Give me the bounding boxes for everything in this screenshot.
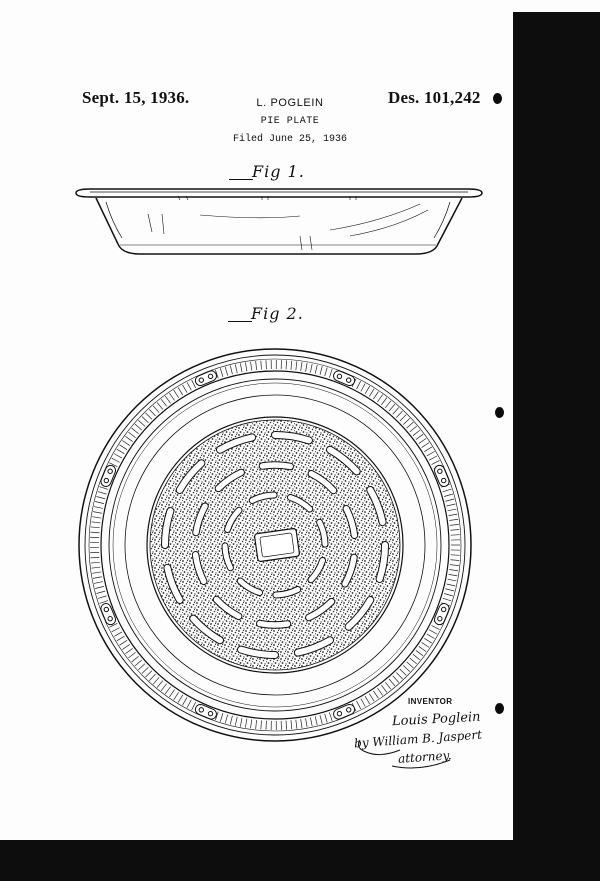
rim-hatch-line <box>256 361 257 370</box>
rim-hatch-line <box>424 447 432 452</box>
rim-hatch-line <box>451 535 460 536</box>
rim-hatch-line <box>122 644 129 649</box>
rim-hatch-line <box>220 368 223 377</box>
rim-hatch-line <box>301 719 302 728</box>
rim-hatch-line <box>369 694 374 702</box>
rim-hatch-line <box>119 445 127 450</box>
rim-hatch-line <box>135 660 142 666</box>
rim-hatch-line <box>142 667 148 673</box>
rim-hatch-line <box>225 715 227 724</box>
rim-hatch-line <box>153 677 159 684</box>
rim-hatch-line <box>427 451 435 456</box>
rim-hatch-line <box>450 524 459 525</box>
rim-hatch-line <box>98 492 107 495</box>
rim-hatch-line <box>396 411 402 418</box>
rim-hatch-line <box>128 432 135 437</box>
rim-hatch-line <box>381 398 386 405</box>
rim-hatch-line <box>315 365 317 374</box>
rim-hatch-line <box>112 628 120 632</box>
rim-hatch-line <box>153 406 159 413</box>
rim-hatch-line <box>447 504 456 506</box>
patent-number: Des. 101,242 <box>388 88 481 107</box>
attorney-signature: by William B. Jaspert <box>353 727 483 751</box>
rim-hatch-line <box>393 676 399 683</box>
rim-hatch-line <box>449 569 458 570</box>
fig1-label: Fig 1. <box>252 162 305 181</box>
rim-hatch-line <box>240 363 242 372</box>
rim-hatch-line <box>357 381 361 389</box>
rim-hatch-line <box>424 638 432 643</box>
rim-hatch-line <box>403 418 410 424</box>
rim-hatch-line <box>220 713 223 722</box>
rim-hatch-line <box>396 672 402 679</box>
rim-hatch-line <box>389 679 395 686</box>
rim-hatch-line <box>183 697 188 705</box>
rim-hatch-line <box>91 522 100 523</box>
rim-hatch-line <box>296 361 297 370</box>
rim-hatch-line <box>291 361 292 370</box>
rim-hatch-line <box>119 640 127 645</box>
rim-hatch-line <box>407 662 414 668</box>
rim-hatch-line <box>365 696 370 704</box>
rim-hatch-line <box>444 594 453 596</box>
rim-hatch-line <box>146 413 152 419</box>
rim-hatch-line <box>92 517 101 518</box>
rim-hatch-line <box>122 440 129 445</box>
rim-hatch-line <box>373 392 378 399</box>
rim-hatch-line <box>448 509 457 511</box>
rim-hatch-line <box>169 393 174 400</box>
rim-hatch-line <box>413 430 420 436</box>
rim-hatch-line <box>256 720 257 729</box>
rim-hatch-line <box>422 443 429 448</box>
rim-hatch-line <box>128 652 135 657</box>
rim-hatch-line <box>230 716 232 725</box>
attorney-title: attorney. <box>397 748 453 766</box>
rim-hatch-line <box>149 674 155 681</box>
rim-hatch-line <box>91 567 100 568</box>
rim-hatch-line <box>450 565 459 566</box>
rim-hatch-line <box>320 366 322 375</box>
rim-hatch-line <box>320 715 322 724</box>
rim-hatch-line <box>96 496 105 498</box>
rim-hatch-line <box>125 648 132 653</box>
rim-hatch-line <box>135 424 142 430</box>
inventor-name: L. POGLEIN <box>256 97 324 109</box>
rim-hatch-line <box>93 512 102 514</box>
rim-hatch-line <box>365 386 370 394</box>
rim-hatch-line <box>146 671 152 677</box>
rim-hatch-line <box>361 384 365 392</box>
rim-hatch-line <box>422 642 429 647</box>
rim-hatch-line <box>291 720 292 729</box>
rim-hatch-line <box>161 399 167 406</box>
rim-hatch-line <box>419 438 426 443</box>
inventor-heading: INVENTOR <box>408 697 453 706</box>
rim-hatch-line <box>286 721 287 730</box>
rim-hatch-line <box>310 364 312 373</box>
fig2-label: Fig 2. <box>251 304 304 323</box>
rim-hatch-line <box>114 454 122 458</box>
rim-hatch-line <box>377 688 382 695</box>
rim-hatch-line <box>443 598 452 601</box>
rim-hatch-line <box>240 718 242 727</box>
rim-hatch-line <box>261 361 262 370</box>
patent-title: PIE PLATE <box>260 116 320 127</box>
rim-hatch-line <box>125 436 132 441</box>
rim-hatch-line <box>429 456 437 460</box>
rim-hatch-line <box>450 530 459 531</box>
rim-hatch-line <box>445 589 454 591</box>
rim-hatch-line <box>178 695 183 703</box>
rim-hatch-line <box>400 415 406 421</box>
rim-hatch-line <box>94 507 103 509</box>
rim-hatch-line <box>403 665 410 671</box>
rim-hatch-line <box>413 654 420 660</box>
rim-hatch-line <box>178 387 183 395</box>
rim-hatch-line <box>187 700 191 708</box>
fig1-side-view <box>76 189 482 254</box>
rim-hatch-line <box>432 625 440 629</box>
rim-hatch-line <box>301 362 302 371</box>
rim-hatch-line <box>416 650 423 655</box>
rim-hatch-line <box>410 658 417 664</box>
rim-hatch-line <box>138 420 145 426</box>
rim-hatch-line <box>432 460 440 464</box>
rim-hatch-line <box>389 404 395 411</box>
rim-hatch-line <box>99 487 108 490</box>
rim-hatch-line <box>174 390 179 398</box>
center-plaque <box>254 528 299 562</box>
rim-hatch-line <box>445 499 454 501</box>
rim-hatch-line <box>427 634 435 639</box>
rim-hatch-line <box>138 664 145 670</box>
rim-hatch-line <box>385 682 391 689</box>
rim-hatch-line <box>449 519 458 520</box>
rim-hatch-line <box>132 428 139 434</box>
rim-hatch-line <box>296 720 297 729</box>
rim-hatch-line <box>325 368 328 377</box>
rim-hatch-line <box>310 717 312 726</box>
rim-hatch-line <box>235 717 237 726</box>
rim-hatch-line <box>251 719 252 728</box>
rim-hatch-line <box>99 601 108 604</box>
rim-hatch-line <box>174 692 179 700</box>
rim-hatch-line <box>225 367 227 376</box>
rim-hatch-line <box>157 402 163 409</box>
rim-hatch-line <box>361 699 365 707</box>
rim-hatch-line <box>251 362 252 371</box>
rim-hatch-line <box>93 577 102 579</box>
filed-date: Filed June 25, 1936 <box>232 134 348 145</box>
rim-hatch-line <box>407 422 414 428</box>
rim-hatch-line <box>95 586 104 588</box>
rib-arc <box>262 465 290 466</box>
rim-hatch-line <box>245 719 246 728</box>
rim-hatch-line <box>325 714 328 723</box>
rim-hatch-line <box>447 584 456 586</box>
rim-hatch-line <box>169 690 174 697</box>
rib-arc <box>260 624 288 625</box>
rim-hatch-line <box>149 409 155 416</box>
rim-hatch-line <box>315 716 317 725</box>
rim-hatch-line <box>451 555 460 556</box>
rim-hatch-line <box>419 646 426 651</box>
rim-hatch-line <box>357 701 361 709</box>
rim-hatch-line <box>187 382 191 390</box>
rim-hatch-line <box>448 579 457 581</box>
rim-hatch-line <box>157 681 163 688</box>
rim-hatch-line <box>94 582 103 584</box>
rim-hatch-line <box>245 362 246 371</box>
rim-hatch-line <box>400 669 406 675</box>
rim-hatch-line <box>91 562 100 563</box>
rim-hatch-line <box>450 560 459 561</box>
rim-hatch-line <box>230 365 232 374</box>
rim-hatch-line <box>329 712 332 721</box>
rim-hatch-line <box>443 489 452 492</box>
rim-hatch-line <box>132 656 139 662</box>
rim-hatch-line <box>381 685 386 692</box>
rim-hatch-line <box>183 385 188 393</box>
inventor-signature: Louis Poglein <box>391 709 481 730</box>
rim-hatch-line <box>92 572 101 573</box>
rim-hatch-line <box>117 636 125 641</box>
rim-hatch-line <box>95 501 104 503</box>
patent-date: Sept. 15, 1936. <box>82 88 190 107</box>
rim-hatch-line <box>377 395 382 402</box>
rim-hatch-line <box>416 434 423 439</box>
rim-hatch-line <box>306 718 308 727</box>
rim-hatch-line <box>369 389 374 397</box>
rim-hatch-line <box>96 591 105 593</box>
rim-hatch-line <box>90 557 99 558</box>
rim-hatch-line <box>306 363 308 372</box>
rim-hatch-line <box>385 401 391 408</box>
rim-hatch-line <box>261 720 262 729</box>
rim-hatch-line <box>142 416 148 422</box>
rim-hatch-line <box>161 684 167 691</box>
rim-hatch-line <box>286 360 287 369</box>
rim-hatch-line <box>114 632 122 636</box>
rim-hatch-line <box>449 514 458 516</box>
rim-hatch-line <box>165 687 170 694</box>
rim-hatch-line <box>90 532 99 533</box>
rim-hatch-line <box>117 449 125 454</box>
rim-hatch-line <box>235 364 237 373</box>
rim-hatch-line <box>91 527 100 528</box>
rim-hatch-line <box>393 408 399 415</box>
rim-hatch-line <box>429 630 437 634</box>
rim-hatch-line <box>444 494 453 496</box>
rim-hatch-line <box>329 369 332 378</box>
rim-hatch-line <box>410 426 417 432</box>
rim-hatch-line <box>449 574 458 576</box>
rim-hatch-line <box>373 691 378 698</box>
rim-hatch-line <box>165 396 170 403</box>
rim-hatch-line <box>112 458 120 462</box>
rim-hatch-line <box>98 596 107 599</box>
